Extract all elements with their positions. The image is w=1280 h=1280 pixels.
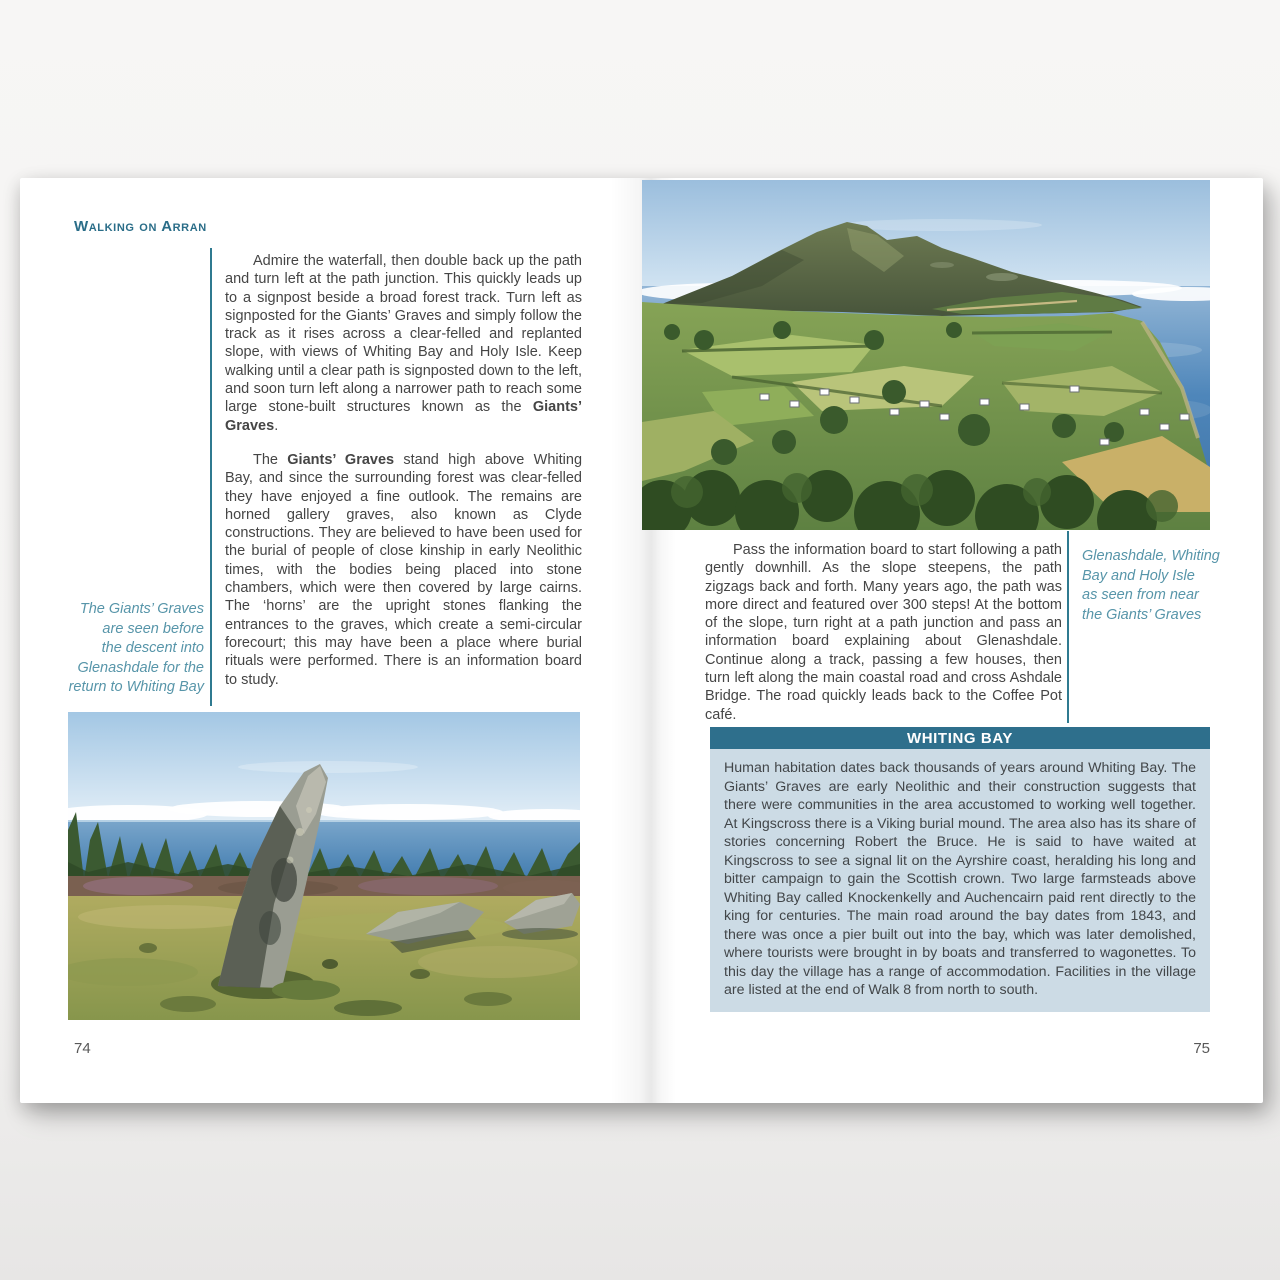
left-photo-caption bbox=[58, 600, 204, 698]
right-photo-caption bbox=[1082, 547, 1222, 625]
caption-line: the descent into bbox=[101, 640, 204, 656]
holy-isle-bay-photo bbox=[642, 180, 1210, 530]
right-column-rule bbox=[1067, 531, 1069, 723]
caption-line: are seen before bbox=[102, 620, 204, 637]
book-spread bbox=[20, 178, 1263, 1103]
page-number-75: 75 bbox=[1193, 1040, 1210, 1057]
paragraph-descent: Pass the information board to start following a path gently downhill. As the slope steepens, the path zigzags back and forth. Many years ago, the path was more direct and featured over 300 steps! At the bottom of the slope, turn right at a path junction and pass an information board explaining about Glenashdale. Continue along a track, passing a few houses, then turn left along the main coastal road and cross Ashdale Bridge. The road quickly leads back to the Coffee Pot café. bbox=[705, 542, 1062, 723]
paragraph-giants-graves: The Giants’ Graves stand high above Whiting Bay, and since the surrounding forest was clear-felled they have enjoyed a fine outlook. The remains are horned gallery graves, also known as Clyde constructions. They are believed to have been used for the burial of people of close kinship in early Neolithic times, with the bodies being placed into stone chambers, which were then covered by large cairns. The ‘horns’ are the upright stones flanking the entrances to the graves, which create a semi-circular forecourt; this may have been a place where burial rituals were performed. There is an information board to study. bbox=[225, 451, 583, 688]
holy-isle-bay-photo-illustration bbox=[642, 180, 1210, 530]
whiting-bay-box-body: Human habitation dates back thousands of years around Whiting Bay. The Giants’ Graves are early Neolithic and their construction suggests that there were communities in the area accustomed to working well together. At Kingscross there is a Viking burial mound. The area also has its share of stories concerning Robert the Bruce. He is said to have waited at Kingscross to see a signal lit on the Ayrshire coast, heralding his long and bitter campaign to gain the Scottish crown. Two large farmsteads above Whiting Bay called Knockenkelly and Auchencairn paid rent directly to the king for centuries. The main road around the bay dates from 1843, and there was once a pier built out into the bay, which was later demolished, where tourists were brought in by boats and transferred to wagonettes. To this day the village has a range of accommodation. Facilities in the village are listed at the end of Walk 8 from north to south. bbox=[710, 749, 1210, 1012]
caption-line: Glenashdale, Whiting bbox=[1082, 548, 1220, 564]
caption-line: Glenashdale for the bbox=[77, 659, 204, 676]
left-column-rule bbox=[210, 248, 212, 706]
paragraph-approach: Admire the waterfall, then double back up the path and turn left at the path junction. This quickly leads up to a signpost beside a broad forest track. Turn left as signposted for the Giants’ Graves and simply follow the track as it rises across a clear-felled and replanted slope, with views of Whiting Bay and Holy Isle. Keep walking until a clear path is signposted down to the left, and soon turn left along a narrower path to reach some large stone-built structures known as the Giants’ Graves. bbox=[225, 253, 582, 434]
caption-line: Bay and Holy Isle bbox=[1082, 567, 1195, 584]
caption-line: return to Whiting Bay bbox=[68, 679, 204, 695]
bold-giants-graves: Giants’ Graves bbox=[225, 399, 582, 434]
caption-line: as seen from near bbox=[1082, 587, 1199, 603]
giants-graves-photo bbox=[68, 712, 580, 1020]
whiting-bay-box-header: WHITING BAY bbox=[710, 727, 1210, 749]
left-page-text-column bbox=[225, 252, 582, 705]
caption-line: The Giants’ Graves bbox=[79, 601, 204, 617]
bold-giants-graves-2: Giants’ Graves bbox=[287, 451, 395, 468]
giants-graves-photo-illustration bbox=[68, 712, 580, 1020]
running-head: Walking on Arran bbox=[74, 218, 207, 235]
right-page-text-column bbox=[705, 541, 1062, 740]
caption-line: the Giants’ Graves bbox=[1082, 606, 1202, 623]
page-number-74: 74 bbox=[74, 1040, 91, 1057]
